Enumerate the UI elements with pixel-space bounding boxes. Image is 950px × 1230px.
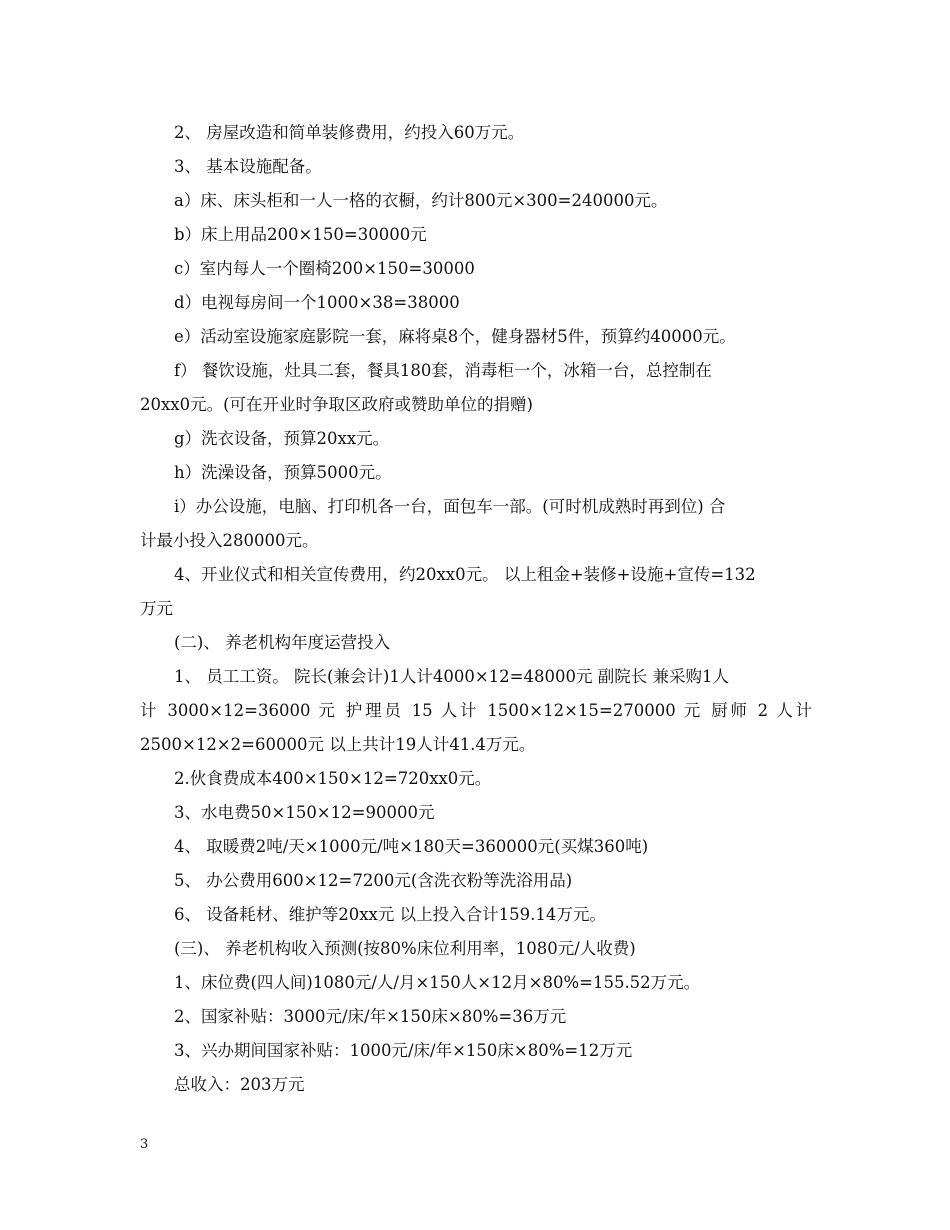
- text-line: 20xx0元。(可在开业时争取区政府或赞助单位的捐赠): [140, 395, 533, 414]
- text-line: 计最小投入280000元。: [140, 531, 319, 550]
- text-line: 2、国家补贴：3000元/床/年×150床×80%=36万元: [174, 1007, 567, 1026]
- text-line: 2、 房屋改造和简单装修费用，约投入60万元。: [174, 123, 525, 142]
- text-line: 4、开业仪式和相关宣传费用，约20xx0元。 以上租金+装修+设施+宣传=132: [174, 565, 756, 584]
- text-line: 3、兴办期间国家补贴：1000元/床/年×150床×80%=12万元: [174, 1041, 633, 1060]
- text-line: a）床、床头柜和一人一格的衣橱，约计800元×300=240000元。: [174, 191, 668, 210]
- text-line: i）办公设施，电脑、打印机各一台，面包车一部。(可时机成熟时再到位) 合: [174, 497, 726, 516]
- text-line: 1、床位费(四人间)1080元/人/月×150人×12月×80%=155.52万元。: [174, 973, 701, 992]
- text-line: 2.伙食费成本400×150×12=720xx0元。: [174, 769, 492, 788]
- page-number: 3: [140, 1137, 149, 1152]
- text-line: d）电视每房间一个1000×38=38000: [174, 293, 460, 312]
- text-line: 1、 员工工资。 院长(兼会计)1人计4000×12=48000元 副院长 兼采购1人: [174, 667, 729, 686]
- text-line: f） 餐饮设施，灶具二套，餐具180套，消毒柜一个，冰箱一台，总控制在: [174, 361, 712, 380]
- text-line: h）洗澡设备，预算5000元。: [174, 463, 392, 482]
- text-line: 5、 办公费用600×12=7200元(含洗衣粉等洗浴用品): [174, 871, 573, 890]
- text-line: 总收入：203万元: [174, 1075, 305, 1094]
- text-line: 万元: [140, 599, 173, 618]
- text-line: b）床上用品200×150=30000元: [174, 225, 427, 244]
- text-line: e）活动室设施家庭影院一套，麻将桌8个，健身器材5件，预算约40000元。: [174, 327, 736, 346]
- document-body: [140, 116, 812, 1102]
- text-line: 3、 基本设施配备。: [174, 157, 322, 176]
- text-line: g）洗衣设备，预算20xx元。: [174, 429, 390, 448]
- text-line: 2500×12×2=60000元 以上共计19人计41.4万元。: [140, 735, 536, 754]
- text-line: 3、水电费50×150×12=90000元: [174, 803, 435, 822]
- section-heading: (二)、 养老机构年度运营投入: [174, 633, 391, 652]
- section-heading: (三)、 养老机构收入预测(按80%床位利用率，1080元/人收费): [174, 939, 636, 958]
- text-line: 4、 取暖费2吨/天×1000元/吨×180天=360000元(买煤360吨): [174, 837, 649, 856]
- text-line: 计 3000×12=36000 元 护理员 15 人计 1500×12×15=270000 元 厨师 2 人计: [140, 701, 812, 720]
- text-line: 6、 设备耗材、维护等20xx元 以上投入合计159.14万元。: [174, 905, 606, 924]
- text-line: c）室内每人一个圈椅200×150=30000: [174, 259, 475, 278]
